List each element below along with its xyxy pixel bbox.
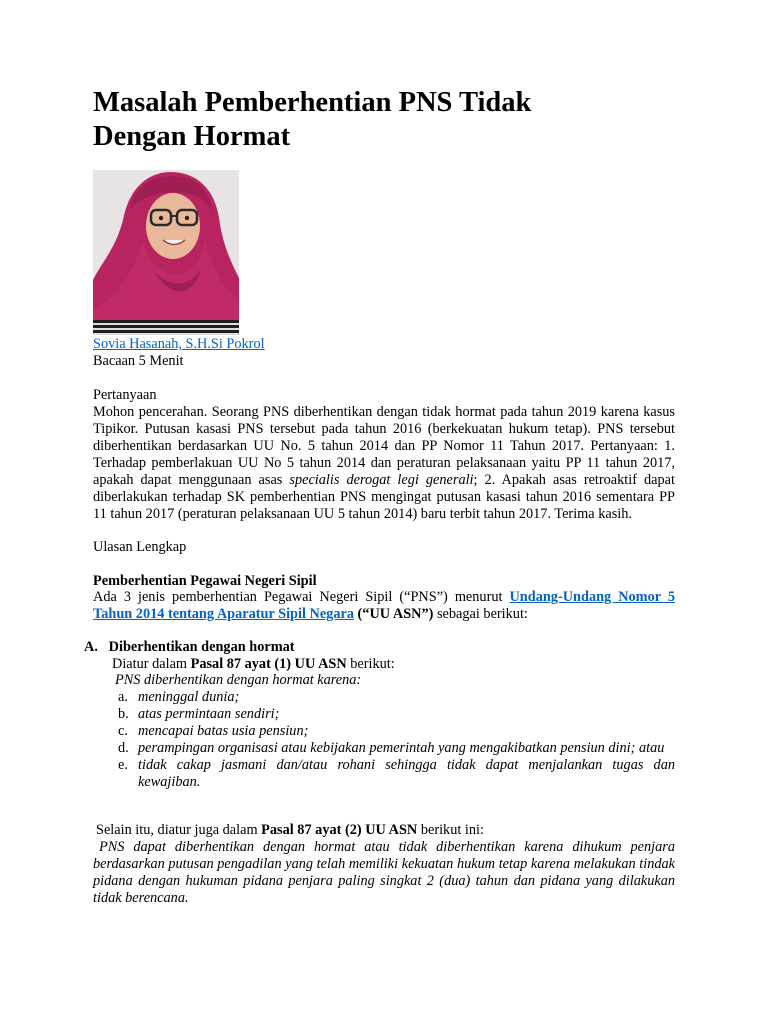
- review-heading: Ulasan Lengkap: [93, 539, 187, 555]
- subsection-a-heading: A. Diberhentikan dengan hormat: [84, 639, 295, 655]
- article-title: Masalah Pemberhentian PNS Tidak Dengan Hormat: [93, 87, 532, 152]
- list-item: b. atas permintaan sendiri;: [118, 706, 280, 722]
- author-link[interactable]: Sovia Hasanah, S.H.Si Pokrol: [93, 336, 265, 352]
- uu-asn-link[interactable]: Undang-Undang Nomor 5 Tahun 2014 tentang Aparatur Sipil Negara: [93, 589, 675, 622]
- also-paragraph: Selain itu, diatur juga dalam Pasal 87 ayat (2) UU ASN berikut ini:: [96, 822, 484, 838]
- section-heading: Pemberhentian Pegawai Negeri Sipil: [93, 573, 317, 589]
- list-item: e. tidak cakap jasmani dan/atau rohani sehingga tidak dapat menjalankan tugas dan kewajiban.: [118, 757, 675, 790]
- reading-time: Bacaan 5 Menit: [93, 353, 184, 369]
- list-item: c. mencapai batas usia pensiun;: [118, 723, 309, 739]
- author-portrait-image: [93, 170, 239, 335]
- author-photo: [93, 170, 239, 335]
- subsection-a-rule: Diatur dalam Pasal 87 ayat (1) UU ASN berikut:: [112, 656, 395, 672]
- list-item: d. perampingan organisasi atau kebijakan pemerintah yang mengakibatkan pensiun dini; atau: [118, 740, 665, 756]
- quote-intro: PNS diberhentikan dengan hormat karena:: [115, 672, 362, 688]
- subsection-a: [84, 639, 675, 673]
- quote-block-2: PNS dapat diberhentikan dengan hormat atau tidak diberhentikan karena dihukum penjara berdasarkan putusan pengadilan yang telah memiliki kekuatan hukum tetap karena melakukan tindak pidana dengan hukuman pidana penjara paling singkat 2 (dua) tahun dan pidana yang dilakukan tidak berencana.: [93, 839, 675, 906]
- author-line: [93, 336, 675, 353]
- question-text: Mohon pencerahan. Seorang PNS diberhentikan dengan tidak hormat pada tahun 2019 karena kasus Tipikor. Putusan kasasi PNS tersebut pada tahun 2016 (berkekuatan hukum tetap). PNS tersebut diberhentikan berdasarkan UU No. 5 tahun 2014 dan PP Nomor 11 Tahun 2017. Pertanyaan: 1. Terhadap pemberlakuan UU No 5 tahun 2014 dan peraturan pelaksanaan yaitu PP 11 tahun 2017, apakah dapat menggunaan asas specialis derogat legi generali; 2. Apakah asas retroaktif dapat diberlakukan terhadap SK pemberhentian PNS mengingat putusan kasasi tahun 2016 sementara PP 11 tahun 2017 (peraturan pelaksanaan UU 5 tahun 2014) baru terbit tahun 2017. Terima kasih.: [93, 404, 675, 522]
- question-italic: specialis derogat legi generali: [289, 472, 474, 488]
- question-heading: Pertanyaan: [93, 387, 157, 403]
- list-item: a. meninggal dunia;: [118, 689, 240, 705]
- quote-block-1: [93, 672, 675, 791]
- dismissal-reasons-list: [93, 689, 675, 791]
- intro-paragraph: Ada 3 jenis pemberhentian Pegawai Negeri Sipil (“PNS”) menurut Undang-Undang Nomor 5 Tahun 2014 tentang Aparatur Sipil Negara (“UU ASN”) sebagai berikut:: [93, 589, 675, 622]
